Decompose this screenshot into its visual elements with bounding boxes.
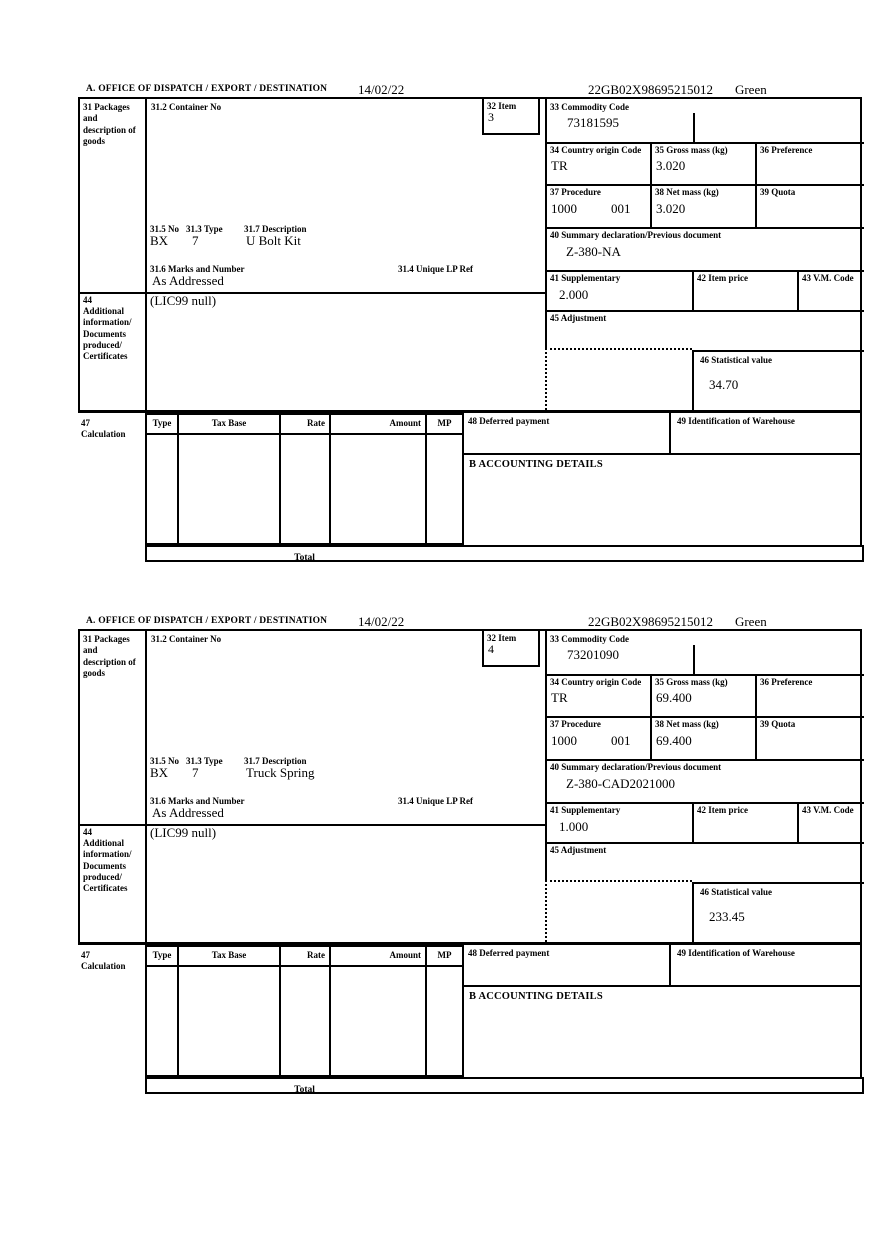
declaration-item-section-1 <box>78 80 864 564</box>
divider <box>650 142 652 184</box>
supplementary-value: 2.000 <box>559 287 589 302</box>
item-number: 4 <box>488 642 494 656</box>
procedure-value-b: 001 <box>611 733 631 748</box>
deferred-payment-label: 48 Deferred payment <box>462 945 671 985</box>
vm-code-label: 43 V.M. Code <box>802 273 854 283</box>
tax-header-tax-base: Tax Base <box>179 947 281 967</box>
declaration-reference <box>588 614 767 630</box>
supplementary-label: 41 Supplementary <box>550 805 621 815</box>
commodity-code-value: 73201090 <box>567 647 619 662</box>
routing-status: Green <box>734 614 767 629</box>
routing-status: Green <box>734 82 767 97</box>
deferred-payment-label: 48 Deferred payment <box>462 413 671 453</box>
box47-number-label: 47 <box>81 418 90 428</box>
item-price-label: 42 Item price <box>697 273 748 283</box>
procedure-label: 37 Procedure <box>550 719 601 729</box>
tax-header-tax-base: Tax Base <box>179 415 281 435</box>
box44-number-label: 44 <box>83 827 92 837</box>
divider <box>755 142 757 184</box>
marks-label: 31.6 Marks and Number <box>150 264 245 274</box>
country-origin-label: 34 Country origin Code <box>550 145 642 155</box>
additional-info-value: (LIC99 null) <box>150 293 217 308</box>
gross-mass-label: 35 Gross mass (kg) <box>655 677 728 687</box>
payment-row <box>462 945 860 987</box>
net-mass-value: 69.400 <box>656 733 692 748</box>
preference-label: 36 Preference <box>760 677 813 687</box>
goods-description-value: U Bolt Kit <box>246 233 301 248</box>
commodity-code-label: 33 Commodity Code <box>550 634 629 644</box>
item-price-label: 42 Item price <box>697 805 748 815</box>
quota-label: 39 Quota <box>760 187 796 197</box>
procedure-value-a: 1000 <box>551 733 577 748</box>
tax-cell-amount <box>331 967 427 1075</box>
commodity-subdivision-line <box>693 113 695 142</box>
divider <box>545 842 864 844</box>
box46-statistical-value <box>692 882 864 943</box>
divider <box>650 184 652 227</box>
box44-number-label: 44 <box>83 295 92 305</box>
dotted-divider <box>545 880 692 882</box>
box47-text-label: Calculation <box>81 429 126 439</box>
commodity-code-value: 73181595 <box>567 115 619 130</box>
unique-lp-ref-label: 31.4 Unique LP Ref <box>398 796 474 806</box>
procedure-value-a: 1000 <box>551 201 577 216</box>
total-row <box>145 1077 864 1094</box>
marks-value: As Addressed <box>152 273 224 288</box>
procedure-value-b: 001 <box>611 201 631 216</box>
additional-info-value: (LIC99 null) <box>150 825 217 840</box>
tax-calculation-table <box>145 945 464 1077</box>
net-mass-label: 38 Net mass (kg) <box>655 719 719 729</box>
tax-header-amount: Amount <box>331 415 427 435</box>
tax-header-amount: Amount <box>331 947 427 967</box>
tax-cell-mp <box>427 967 462 1075</box>
divider <box>650 674 652 716</box>
pkg-type-label: 31.3 Type <box>186 224 223 234</box>
pkg-type-label: 31.3 Type <box>186 756 223 766</box>
tax-header-type: Type <box>147 415 179 435</box>
divider <box>145 631 147 942</box>
marks-label: 31.6 Marks and Number <box>150 796 245 806</box>
pkg-no-label: 31.5 No <box>150 224 179 234</box>
gross-mass-value: 3.020 <box>656 158 686 173</box>
divider <box>545 184 864 186</box>
statistical-value-label: 46 Statistical value <box>700 355 772 365</box>
declaration-item-section-2 <box>78 612 864 1096</box>
divider <box>145 99 147 410</box>
tax-cell-type <box>147 967 179 1075</box>
country-origin-label: 34 Country origin Code <box>550 677 642 687</box>
reference-number: 22GB02X98695215012 <box>588 82 713 97</box>
office-of-dispatch-label: A. OFFICE OF DISPATCH / EXPORT / DESTINATION <box>86 616 328 626</box>
payment-accounting-block <box>462 413 862 545</box>
country-origin-value: TR <box>551 158 568 173</box>
pkg-description-label: 31.7 Description <box>244 224 307 234</box>
divider <box>797 270 799 310</box>
dotted-divider <box>545 348 692 350</box>
divider <box>650 716 652 759</box>
tax-calculation-table <box>145 413 464 545</box>
item-label: 32 Item <box>487 633 517 643</box>
divider <box>545 310 864 312</box>
pkg-type-value: 7 <box>192 765 199 780</box>
accounting-details-label: B ACCOUNTING DETAILS <box>469 991 603 1002</box>
quota-label: 39 Quota <box>760 719 796 729</box>
declaration-reference <box>588 82 767 98</box>
gross-mass-label: 35 Gross mass (kg) <box>655 145 728 155</box>
tax-cell-rate <box>281 435 331 543</box>
tax-cell-type <box>147 435 179 543</box>
tax-header-mp: MP <box>427 415 462 435</box>
divider <box>545 227 864 229</box>
divider <box>755 674 757 716</box>
divider <box>545 716 864 718</box>
tax-header-type: Type <box>147 947 179 967</box>
divider <box>755 184 757 227</box>
previous-doc-value: Z-380-NA <box>566 244 621 259</box>
tax-cell-tax-base <box>179 435 281 543</box>
tax-cell-amount <box>331 435 427 543</box>
country-origin-value: TR <box>551 690 568 705</box>
divider <box>692 270 694 310</box>
gross-mass-value: 69.400 <box>656 690 692 705</box>
box47-text-label: Calculation <box>81 961 126 971</box>
supplementary-label: 41 Supplementary <box>550 273 621 283</box>
net-mass-value: 3.020 <box>656 201 686 216</box>
supplementary-value: 1.000 <box>559 819 589 834</box>
box44-text-label: Additional information/ Documents produced/ Certificates <box>83 306 132 361</box>
net-mass-label: 38 Net mass (kg) <box>655 187 719 197</box>
divider <box>545 802 864 804</box>
divider <box>692 802 694 842</box>
commodity-subdivision-line <box>693 645 695 674</box>
box44-text-label: Additional information/ Documents produced/ Certificates <box>83 838 132 893</box>
unique-lp-ref-label: 31.4 Unique LP Ref <box>398 264 474 274</box>
dotted-divider <box>545 348 547 410</box>
total-label: Total <box>294 1085 315 1095</box>
warehouse-id-label: 49 Identification of Warehouse <box>677 416 795 426</box>
dispatch-date: 14/02/22 <box>358 614 405 629</box>
dispatch-date: 14/02/22 <box>358 82 405 97</box>
tax-cell-rate <box>281 967 331 1075</box>
box32-item <box>482 99 540 135</box>
tax-cell-tax-base <box>179 967 281 1075</box>
total-label: Total <box>294 553 315 563</box>
pkg-no-value: BX <box>150 233 169 248</box>
box46-statistical-value <box>692 350 864 411</box>
previous-doc-label: 40 Summary declaration/Previous document <box>550 230 722 240</box>
adjustment-label: 45 Adjustment <box>550 313 607 323</box>
divider <box>797 802 799 842</box>
tax-cell-mp <box>427 435 462 543</box>
previous-doc-label: 40 Summary declaration/Previous document <box>550 762 722 772</box>
divider <box>545 142 864 144</box>
pkg-no-value: BX <box>150 765 169 780</box>
goods-description-value: Truck Spring <box>246 765 315 780</box>
goods-item-box <box>78 629 862 945</box>
total-row <box>145 545 864 562</box>
item-label: 32 Item <box>487 101 517 111</box>
divider <box>545 270 864 272</box>
dotted-divider <box>545 880 547 942</box>
commodity-code-label: 33 Commodity Code <box>550 102 629 112</box>
reference-number: 22GB02X98695215012 <box>588 614 713 629</box>
box31-label: 31 Packages and description of goods <box>83 634 136 678</box>
box47-number-label: 47 <box>81 950 90 960</box>
marks-value: As Addressed <box>152 805 224 820</box>
pkg-type-value: 7 <box>192 233 199 248</box>
item-number: 3 <box>488 110 494 124</box>
box31-label: 31 Packages and description of goods <box>83 102 136 146</box>
pkg-no-label: 31.5 No <box>150 756 179 766</box>
preference-label: 36 Preference <box>760 145 813 155</box>
warehouse-id-label: 49 Identification of Warehouse <box>677 948 795 958</box>
payment-accounting-block <box>462 945 862 1077</box>
box32-item <box>482 631 540 667</box>
goods-item-box <box>78 97 862 413</box>
tax-header-rate: Rate <box>281 947 331 967</box>
accounting-details-label: B ACCOUNTING DETAILS <box>469 459 603 470</box>
divider <box>755 716 757 759</box>
divider <box>545 674 864 676</box>
tax-header-rate: Rate <box>281 415 331 435</box>
procedure-label: 37 Procedure <box>550 187 601 197</box>
statistical-value: 233.45 <box>709 909 745 924</box>
container-no-label: 31.2 Container No <box>151 102 222 112</box>
adjustment-label: 45 Adjustment <box>550 845 607 855</box>
statistical-value: 34.70 <box>709 377 739 392</box>
previous-doc-value: Z-380-CAD2021000 <box>566 776 676 791</box>
divider <box>545 759 864 761</box>
pkg-description-label: 31.7 Description <box>244 756 307 766</box>
statistical-value-label: 46 Statistical value <box>700 887 772 897</box>
vm-code-label: 43 V.M. Code <box>802 805 854 815</box>
tax-header-mp: MP <box>427 947 462 967</box>
office-of-dispatch-label: A. OFFICE OF DISPATCH / EXPORT / DESTINATION <box>86 84 328 94</box>
container-no-label: 31.2 Container No <box>151 634 222 644</box>
payment-row <box>462 413 860 455</box>
